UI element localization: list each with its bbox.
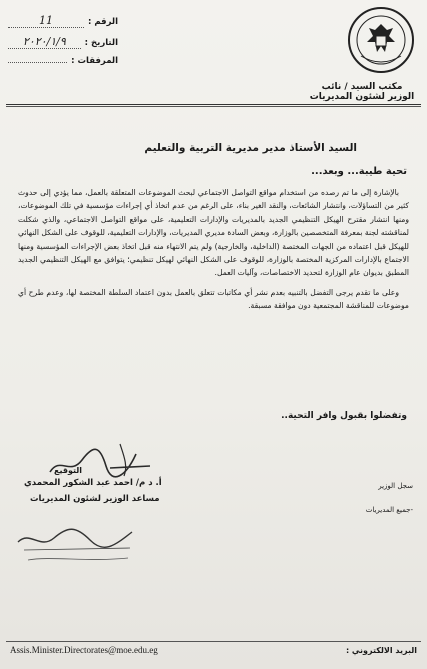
date-row	[8, 35, 118, 49]
signatory-name: أ. د م/ احمد عبد الشكور المحمدي	[24, 478, 162, 488]
addressee: السيد الأستاذ مدير مديرية التربية والتعليم	[144, 142, 357, 154]
date-label: التاريخ :	[84, 38, 118, 48]
department-name: مكتب السيد / نائب الوزير لشئون المديريات	[309, 82, 415, 102]
footer	[10, 645, 417, 655]
header-divider-thin	[6, 106, 421, 107]
footer-divider	[6, 641, 421, 642]
number-row	[8, 14, 118, 28]
closing-line: وتفضلوا بقبول وافر التحية..	[281, 411, 407, 421]
email-label: البريد الالكتروني :	[345, 645, 417, 655]
stamp-signature	[10, 520, 140, 570]
attachments-label: المرفقات :	[71, 56, 118, 66]
attachments-row	[8, 56, 118, 66]
ministry-seal-icon	[347, 6, 415, 74]
greeting: تحية طيبة... وبعد...	[311, 166, 407, 177]
email-address: Assis.Minister.Directorates@moe.edu.eg	[10, 645, 158, 655]
signatory-title: مساعد الوزير لشئون المديريات	[30, 494, 160, 504]
number-value: 11	[8, 14, 84, 28]
header-divider	[6, 104, 421, 105]
number-label: الرقم :	[88, 17, 118, 27]
letter-body	[18, 186, 409, 319]
signature-label: التوقيع	[54, 466, 82, 475]
cc-block	[333, 482, 413, 530]
letter-meta	[8, 14, 118, 73]
cc-item: -جميع المديريات	[365, 506, 413, 514]
body-paragraph-1: بالإشارة إلى ما تم رصده من استخدام مواقع التواصل الاجتماعي لبحث الموضوعات المتعلقة بالعمل، مما يؤدي إلى حدوث كثير من التساؤلات، وانتشار الشائعات، والنقد الغير بناء، على الرغم من عدم اتخاذ أي إجراءات مؤسسية في تلك الموضوعات، ومنها انتشار مقترح الهيكل التنظيمي الجديد بالمديريات والإدارات التعليمية، على مواقع التواصل الاجتماعي، والذي شكلت لمناقشته لجنة بمعرفة المتخصصين بالوزارة، وبعض السادة مديري المديريات، والإدارات التعليمية، للوقوف على الشكل النهائي للهيكل قبل اعتماده من الجهات المختصة (الداخلية، والخارجية) ولم يتم الانتهاء منه قبل اتخاذ بعض الإجراءات المؤسسية ومنها الاجتماع بالإدارات المركزية المختصة بالوزارة، للوقوف على الشكل النهائي لهيكل تنظيمي؛ يتوافق مع الهيكل التنظيمي الجديد المطبق بديوان عام الوزارة لتحديد الاختصاصات، وآليات العمل.	[18, 188, 409, 278]
body-paragraph-2: وعلى ما تقدم يرجى التفضل بالتنبيه بعدم نشر أي مكاتبات تتعلق بالعمل بدون اعتماد السلطة المختصة لها، وعدم طرح أي موضوعات للمناقشة المجتمعية دون موافقة مسبقة.	[18, 287, 409, 311]
date-value: ٢٠٢٠/١/٩	[8, 35, 81, 49]
handwritten-signature	[40, 436, 160, 484]
cc-label: سجل الوزير	[378, 482, 413, 490]
attachments-value	[8, 62, 67, 63]
